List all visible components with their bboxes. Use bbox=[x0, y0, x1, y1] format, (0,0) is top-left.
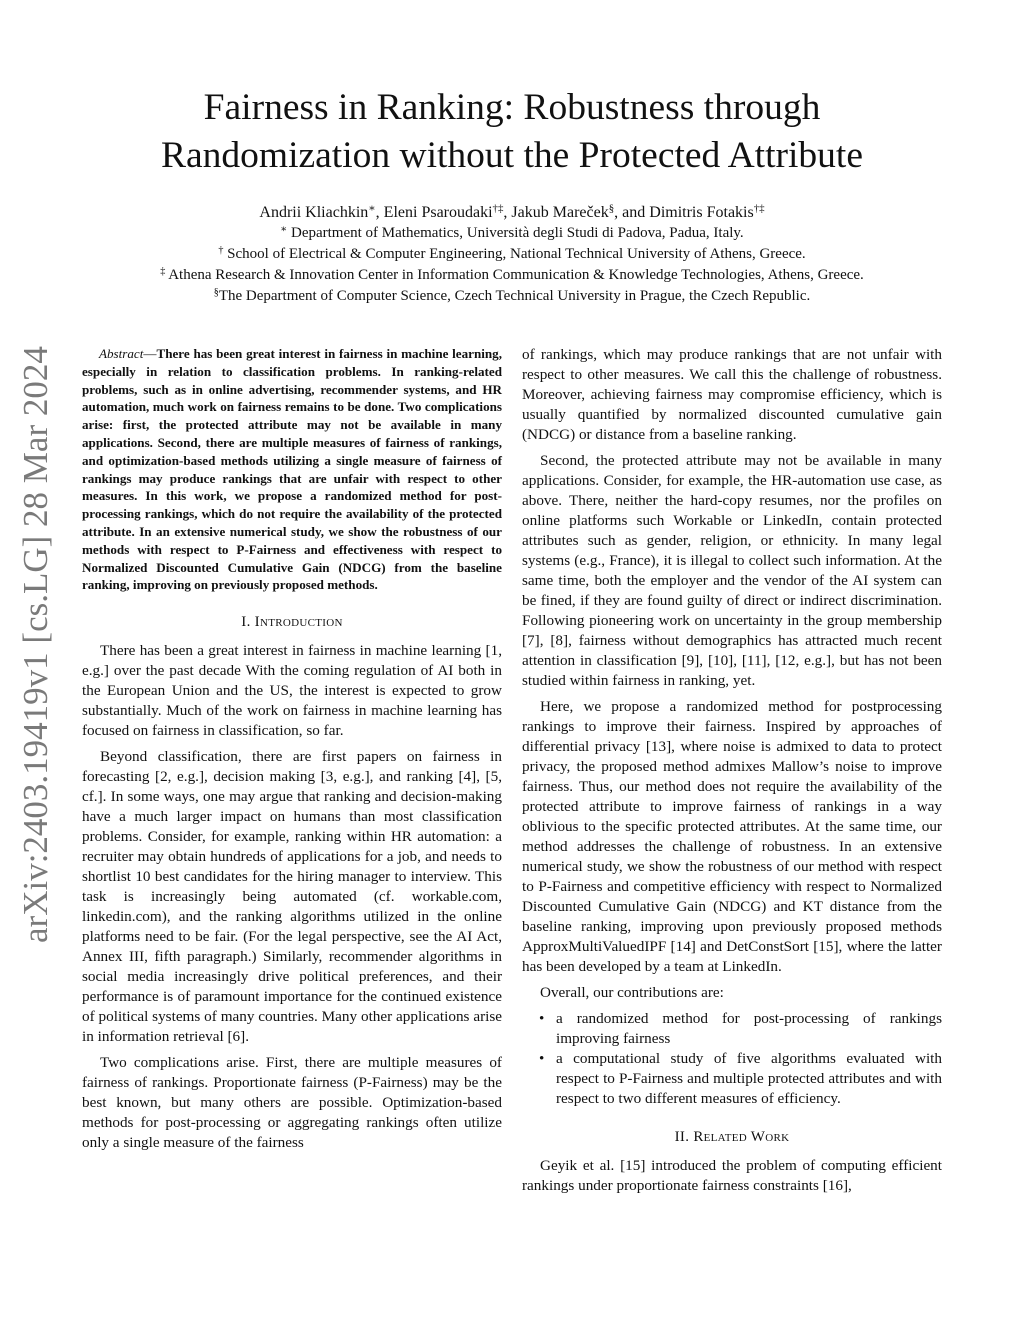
author-name: Jakub Mareček bbox=[511, 204, 609, 221]
section-heading-introduction: I. Introduction bbox=[241, 614, 343, 631]
author-affiliation-mark: †‡ bbox=[753, 202, 765, 215]
affiliation-text: School of Electrical & Computer Engineering, National Technical University of Athens, Greece. bbox=[223, 246, 806, 262]
list-item-text: a computational study of five algorithms evaluated with respect to P-Fairness and multiple protected attributes and with respect to two different measures of efficiency. bbox=[556, 1050, 942, 1107]
body-paragraph-continued: of rankings, which may produce rankings that are not unfair with respect to other measures. We call this the challenge of robustness. Moreover, achieving fairness may compromise efficiency, which is usually quantified by normalized discounted cumulative gain (NDCG) or distance from a baseline ranking. bbox=[522, 346, 942, 443]
affiliation-mark: ‡ bbox=[160, 265, 166, 277]
list-item-text: a randomized method for post-processing of rankings improving fairness bbox=[556, 1010, 942, 1047]
affiliation-text: Department of Mathematics, Università degli Studi di Padova, Padua, Italy. bbox=[287, 225, 744, 241]
author-name: and Dimitris Fotakis bbox=[622, 204, 754, 221]
affiliation-text: Athena Research & Innovation Center in Information Communication & Knowledge Technologies, Athens, Greece. bbox=[165, 267, 864, 283]
right-column bbox=[522, 345, 942, 1202]
body-paragraph: Two complications arise. First, there are multiple measures of fairness of rankings. Proportionate fairness (P-Fairness) may be the best known, but many others are possible. Optimization-based methods for post-processing or aggregating rankings often utilize only a single measure of the fairness bbox=[82, 1054, 502, 1152]
author-name: Andrii Kliachkin bbox=[259, 204, 369, 221]
paper-title-line-1: Fairness in Ranking: Robustness through bbox=[203, 87, 821, 128]
body-paragraph: Geyik et al. [15] introduced the problem of computing efficient rankings under proportionate fairness constraints [16], bbox=[522, 1157, 942, 1194]
body-paragraph: Here, we propose a randomized method for postprocessing rankings to improve their fairness. Inspired by approaches of differential privacy [13], where noise is admixed to data to protect privacy, the proposed method admixes Mallow’s noise to improve fairness. Thus, our method does not require the availability of the protected attribute to improve fairness of rankings in a way oblivious to the specific protected attributes. At the same time, our method addresses the challenge of robustness. In an extensive numerical study, we show the robustness of our method with respect to P-Fairness and competitive efficiency with respect to Normalized Discounted Cumulative Gain (NDCG) and KT distance from the baseline ranking, improving upon previously proposed methods ApproxMultiValuedIPF [14] and DetConstSort [15], where the latter has been developed by a team at LinkedIn. bbox=[522, 698, 942, 975]
author-separator: , bbox=[375, 204, 384, 221]
author-affiliation-mark: †‡ bbox=[492, 202, 504, 215]
author-block bbox=[60, 202, 964, 307]
body-paragraph: Overall, our contributions are: bbox=[540, 984, 724, 1001]
affiliation bbox=[60, 223, 964, 244]
body-paragraph: Beyond classification, there are first papers on fairness in forecasting [2, e.g.], decision making [3, e.g.], and ranking [4], [5, cf.]. In some ways, one may argue that ranking and decision-making have a much larger impact on humans than most classification problems. Consider, for example, ranking within HR automation: a recruiter may obtain hundreds of applications for a job, and needs to shortlist 10 best candidates for the hiring manager to interview. This task is increasingly being automated (cf. workable.com, linkedin.com), and the ranking algorithms utilized in the online platforms need to be fair. (For the legal perspective, see the AI Act, Annex III, fifth paragraph.) Similarly, recommender algorithms in social media increasingly drive political preferences, and their performance is of paramount importance for the continued existence of political systems of many countries. Many other applications arise in information retrieval [6]. bbox=[82, 748, 502, 1046]
affiliation bbox=[60, 244, 964, 265]
affiliation-mark: § bbox=[213, 286, 219, 298]
paper-title-line-2: Randomization without the Protected Attribute bbox=[161, 135, 863, 176]
body-paragraph: There has been a great interest in fairness in machine learning [1, e.g.] over the past decade With the coming regulation of AI both in the European Union and the US, the interest is expected to grow substantially. Much of the work on fairness in machine learning has focused on fairness in classification, so far. bbox=[82, 642, 502, 740]
author-name: Eleni Psaroudaki bbox=[383, 204, 493, 221]
abstract-text: There has been great interest in fairness in machine learning, especially in relation to classification problems. In ranking-related problems, such as in online advertising, recommender systems, and HR automation, much work on fairness remains to be done. Two complications arise: first, the protected attribute may not be available in many applications. Second, there are multiple measures of fairness of rankings, and optimization-based methods utilizing a single measure of fairness of rankings may produce rankings that are unfair with respect to other measures. In this work, we propose a randomized method for post-processing rankings, which do not require the availability of the protected attribute. In an extensive numerical study, we show the robustness of our methods with respect to P-Fairness and effectiveness with respect to Normalized Discounted Cumulative Gain (NDCG) from the baseline ranking, improving on previously proposed methods. bbox=[82, 346, 502, 593]
affiliation bbox=[60, 265, 964, 286]
affiliation bbox=[60, 286, 964, 307]
body-paragraph: Second, the protected attribute may not be available in many applications. Consider, for example, the HR-automation use case, as above. There, neither the hard-copy resumes, nor the profiles on online platforms such Workable or LinkedIn, contain protected attributes such as gender, religion, or ethnicity. In many legal systems (e.g., France), it is illegal to collect such information. At the same time, both the employer and the vendor of the AI system can be fined, if they are found guilty of direct or indirect discrimination. Following pioneering work on uncertainty in the group membership [7], [8], fairness without demographics has attracted much recent attention in classification [9], [10], [11], [12, e.g.], but has not been studied within fairness in ranking, yet. bbox=[522, 452, 942, 689]
affiliation-mark: ∗ bbox=[280, 223, 288, 235]
abstract-dash: — bbox=[143, 346, 157, 361]
author-affiliation-mark: ∗ bbox=[368, 202, 376, 215]
paper-title bbox=[60, 84, 964, 180]
abstract-label: Abstract bbox=[99, 346, 144, 361]
bullet-icon: • bbox=[539, 1050, 545, 1067]
contributions-list bbox=[522, 1009, 942, 1109]
list-item bbox=[522, 1009, 942, 1049]
abstract bbox=[82, 345, 502, 594]
left-column bbox=[82, 345, 502, 1153]
author-separator: , bbox=[614, 204, 623, 221]
author-separator: , bbox=[503, 204, 512, 221]
section-heading-related-work: II. Related Work bbox=[674, 1129, 790, 1145]
author-list bbox=[60, 202, 964, 223]
list-item bbox=[522, 1049, 942, 1109]
arxiv-identifier: arXiv:2403.19419v1 [cs.LG] 28 Mar 2024 bbox=[16, 346, 55, 943]
affiliation-text: The Department of Computer Science, Czech Technical University in Prague, the Czech Republic. bbox=[218, 288, 811, 304]
author-affiliation-mark: § bbox=[608, 202, 615, 215]
affiliation-mark: † bbox=[218, 244, 224, 256]
bullet-icon: • bbox=[539, 1010, 545, 1027]
